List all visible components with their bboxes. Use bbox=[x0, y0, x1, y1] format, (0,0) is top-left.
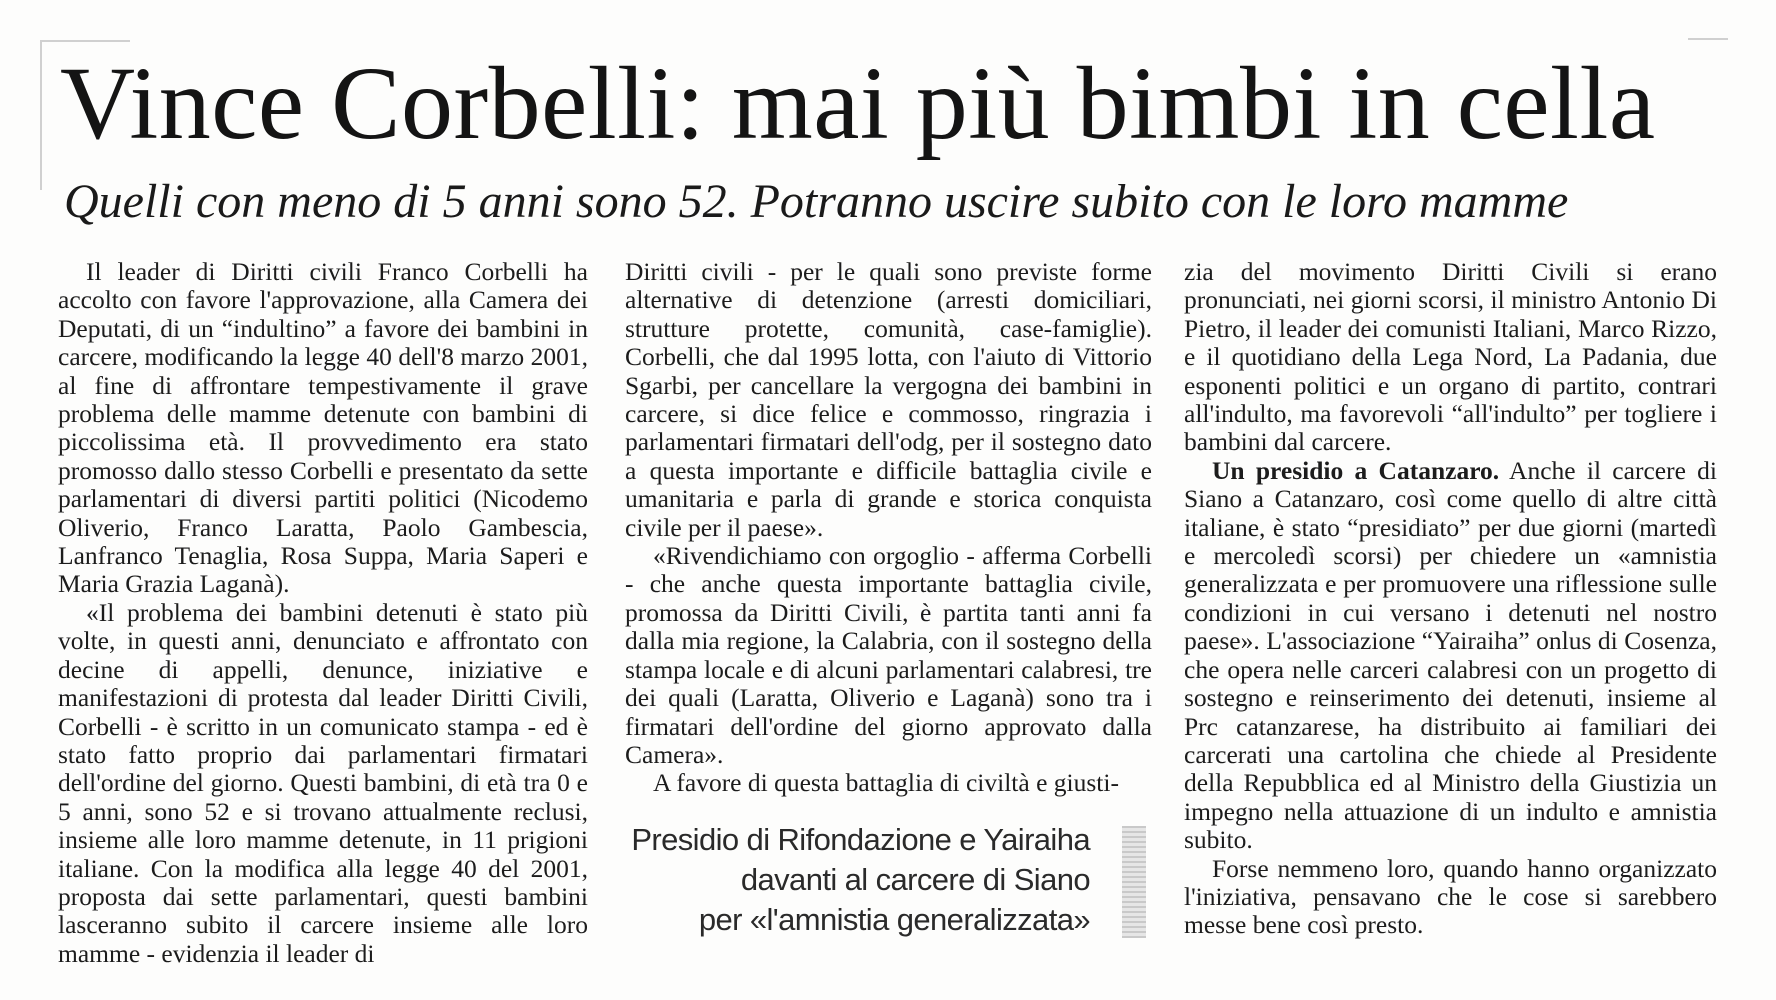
scan-edge-mark bbox=[1688, 38, 1728, 40]
callout-line: Presidio di Rifondazione e Yairaiha bbox=[631, 822, 1090, 857]
callout-decorative-bar bbox=[1122, 826, 1146, 938]
paragraph: «Rivendichiamo con orgoglio - afferma Corbelli - che anche questa importante battaglia civile, promossa da Diritti Civili, è partita tanti anni fa dalla mia regione, la Calabria, con il sostegno della stampa locale e di alcuni parlamentari calabresi, tre dei quali (Laratta, Oliverio e Laganà) sono tra i firmatari dell'ordine del giorno approvato dalla Camera». bbox=[625, 541, 1152, 769]
article-column-2 bbox=[625, 258, 1152, 798]
paragraph: «Il problema dei bambini detenuti è stato più volte, in questi anni, denunciato e affrontato con decine di appelli, denunce, iniziative e manifestazioni di protesta dal leader Diritti Civili, Corbelli - è scritto in un comunicato stampa - ed è stato fatto proprio dai parlamentari firmatari dell'ordine del giorno. Questi bambini, di età tra 0 e 5 anni, sono 52 e si trovano attualmente reclusi, insieme alle loro mamme detenute, in 11 prigioni italiane. Con la modifica alla legge 40 del 2001, proposta dai sette parlamentari, questi bambini lasceranno subito il carcere insieme alle loro mamme - evidenzia il leader di bbox=[58, 597, 588, 968]
paragraph: zia del movimento Diritti Civili si erano pronunciati, nei giorni scorsi, il ministro Antonio Di Pietro, il leader dei comunisti Italiani, Marco Rizzo, e il quotidiano della Lega Nord, La Padania, due esponenti politici e un organo di partito, contrari all'indulto, ma favorevoli “all'indulto” per togliere i bambini dal carcere. bbox=[1184, 257, 1717, 457]
callout-line: per «l'amnistia generalizzata» bbox=[698, 902, 1090, 937]
paragraph bbox=[1184, 457, 1717, 855]
paragraph: Forse nemmeno loro, quando hanno organizzato l'iniziativa, pensavano che le cose si sarebbero messe bene così presto. bbox=[1184, 853, 1717, 940]
article-headline: Vince Corbelli: mai più bimbi in cella bbox=[60, 46, 1656, 161]
article-subheadline: Quelli con meno di 5 anni sono 52. Potranno uscire subito con le loro mamme bbox=[64, 175, 1569, 228]
article-column-1 bbox=[58, 258, 588, 968]
scan-edge-mark bbox=[40, 40, 42, 190]
paragraph-text: Anche il carcere di Siano a Catanzaro, così come quello di altre città italiane, è stato “presidiato” per due giorni (martedì e mercoledì scorsi) per chiedere un «amnistia generalizzata e per promuovere una riflessione sulle condizioni in cui versano i detenuti nel nostro paese». L'associazione “Yairaiha” onlus di Cosenza, che opera nelle carceri calabresi con un progetto di sostegno e reinserimento dei detenuti, insieme al Prc catanzarese, ha distribuito ai familiari dei carcerati una cartolina che chiede al Presidente della Repubblica ed al Ministro della Giustizia un impegno nella attuazione di un indulto e amnistia subito. bbox=[1184, 455, 1717, 855]
paragraph: Diritti civili - per le quali sono previste forme alternative di detenzione (arresti domiciliari, strutture protette, comunità, case-famiglie). Corbelli, che dal 1995 lotta, con l'aiuto di Vittorio Sgarbi, per cancellare la vergogna dei bambini in carcere, si dice felice e commosso, ringrazia i parlamentari firmatari dell'odg, per il sostegno dato a questa importante e difficile battaglia civile e umanitaria e parla di grande e storica conquista civile per il paese». bbox=[625, 257, 1152, 542]
article-column-3 bbox=[1184, 258, 1717, 940]
paragraph: Il leader di Diritti civili Franco Corbelli ha accolto con favore l'approvazione, alla Camera dei Deputati, di un “indultino” a favore dei bambini in carcere, modificando la legge 40 dell'8 marzo 2001, al fine di affrontare tempestivamente il grave problema delle mamme detenute con bambini di piccolissima età. Il provvedimento era stato promosso dallo stesso Corbelli e presentato da sette parlamentari di diversi partiti politici (Nicodemo Oliverio, Franco Laratta, Paolo Gambescia, Lanfranco Tenaglia, Rosa Suppa, Maria Saperi e Maria Grazia Laganà). bbox=[58, 257, 588, 599]
photo-caption-callout bbox=[600, 820, 1090, 940]
section-runin-heading: Un presidio a Catanzaro. bbox=[1212, 455, 1500, 485]
paragraph: A favore di questa battaglia di civiltà e giusti- bbox=[653, 768, 1119, 798]
callout-line: davanti al carcere di Siano bbox=[740, 862, 1090, 897]
scan-edge-mark bbox=[40, 40, 130, 42]
